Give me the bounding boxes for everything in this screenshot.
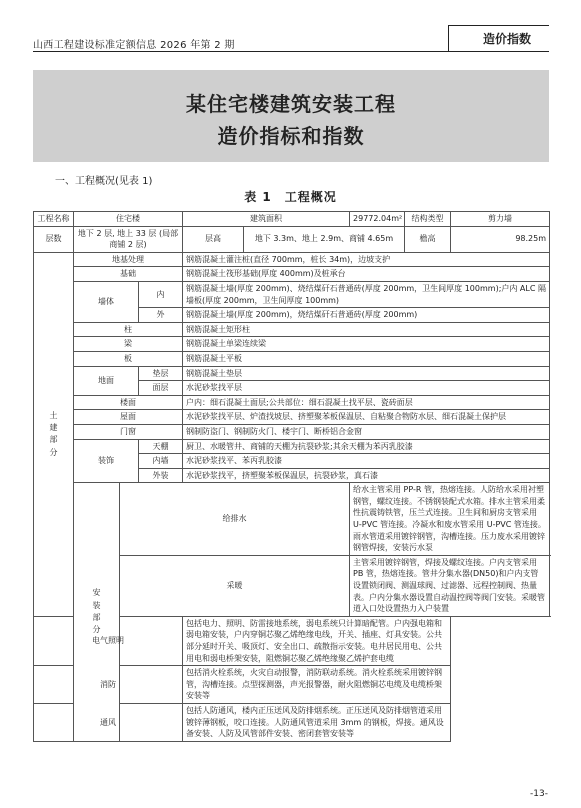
item-desc: 户内：细石混凝土面层;公共部位：细石混凝土找平层、瓷砖面层	[183, 395, 550, 410]
table-row	[34, 366, 550, 381]
project-overview-table	[33, 211, 550, 742]
category-civil: 土建部分	[34, 252, 74, 616]
item-desc: 钢筋混凝土灌注桩(直径 700mm，桩长 34m)，边坡支护	[183, 252, 550, 267]
table-row	[34, 212, 550, 227]
subitem-label: 面层	[139, 381, 183, 396]
publication-title: 山西工程建设标准定额信息 2026 年第 2 期	[33, 40, 235, 51]
item-label: 电气照明	[34, 616, 183, 665]
table-row	[34, 483, 550, 556]
item-label: 柱	[74, 322, 183, 337]
item-desc: 钢筋混凝土垫层	[183, 366, 550, 381]
item-desc: 水泥砂浆找平层	[183, 381, 550, 396]
item-desc: 钢制防盗门、钢制防火门、楼宇门、断桥铝合金窗	[183, 424, 550, 439]
item-label: 基础	[74, 267, 183, 282]
section-tag: 造价指数	[482, 32, 531, 46]
item-label: 板	[74, 351, 183, 366]
item-desc: 给水主管采用 PP-R 管，热熔连接。人防给水采用衬塑钢管，螺纹连接。不锈钢装配式水箱。排水主管采用柔性抗震铸铁管，压兰式连接。卫生间和厨房支管采用 U-PVC 管连接。冷凝水和废水管采用 U-PVC 管连接。雨水管道采用镀锌钢管，沟槽连接。压力废水采用镀锌钢管焊接，安装污水泵	[350, 483, 550, 556]
subitem-label: 天棚	[139, 439, 183, 454]
cell-value: 地下 2 层, 地上 33 层 (局部商铺 2 层)	[74, 226, 183, 252]
running-header	[33, 30, 549, 54]
item-label: 消防	[34, 666, 183, 704]
cell-value: 住宅楼	[74, 212, 183, 227]
item-label: 楼面	[74, 395, 183, 410]
table-row	[34, 252, 550, 267]
item-label: 地基处理	[74, 252, 183, 267]
item-label: 给排水	[120, 483, 350, 556]
cell-label: 工程名称	[34, 212, 74, 227]
cell-label: 檐高	[405, 226, 451, 252]
item-desc: 钢筋混凝土墙(厚度 200mm)、烧结煤矸石普通砖(厚度 200mm，卫生间厚度 100mm);户内 ALC 隔墙板(厚度 200mm，卫生间厚度 100mm)	[183, 281, 550, 307]
page-number: -13-	[530, 789, 548, 799]
subitem-label: 外装	[139, 468, 183, 483]
table-row	[34, 616, 550, 665]
item-label: 门窗	[74, 424, 183, 439]
subitem-label: 内墙	[139, 454, 183, 469]
table-row	[34, 281, 550, 307]
item-label: 通风	[34, 703, 183, 741]
table-row	[34, 267, 550, 282]
subitem-label: 外	[139, 308, 183, 323]
header-rule	[33, 51, 549, 52]
item-desc: 钢筋混凝土墙(厚度 200mm)，烧结煤矸石普通砖(厚度 200mm)	[183, 308, 550, 323]
item-label: 装饰	[74, 439, 139, 483]
table-row	[34, 666, 550, 704]
table-row	[34, 410, 550, 425]
item-desc: 钢筋混凝土筏形基础(厚度 400mm)及桩承台	[183, 267, 550, 282]
table-row	[34, 351, 550, 366]
section-heading: 一、工程概况(见表 1)	[55, 176, 153, 187]
item-label: 地面	[74, 366, 139, 395]
item-desc: 包括消火栓系统，火灾自动报警，消防联动系统。消火栓系统采用镀锌钢管，沟槽连接。点型探测器，声光报警器，耐火阻燃铜芯电缆及电缆桥架安装等	[183, 666, 451, 704]
category-install: 安装部分	[74, 483, 120, 741]
cell-value: 剪力墙	[451, 212, 550, 227]
item-desc: 包括电力、照明、防雷接地系统，弱电系统只计算暗配管。户内强电箱和弱电箱安装，户内穿铜芯聚乙烯绝缘电线，开关、插座、灯具安装。公共部分延时开关、吸顶灯、安全出口、疏散指示安装。电井居民用电、公共用电和弱电桥架安装，阻燃铜芯聚乙烯绝缘聚乙烯护套电缆	[183, 616, 451, 665]
table-row	[34, 424, 550, 439]
item-desc: 水泥砂浆找平，挤塑聚苯板保温层，抗裂砂浆，真石漆	[183, 468, 550, 483]
table-row	[34, 439, 550, 454]
subitem-label: 内	[139, 281, 183, 307]
item-label: 屋面	[74, 410, 183, 425]
cell-value: 地下 3.3m、地上 2.9m、商铺 4.65m	[244, 226, 405, 252]
item-desc: 包括人防通风，楼内正压送风及防排烟系统。正压送风及防排烟管道采用镀锌薄钢板，咬口连接。人防通风管道采用 3mm 的钢板，焊接。通风设备安装、人防及风管部件安装、密闭套管安装等	[183, 703, 451, 741]
table-row	[34, 322, 550, 337]
article-title-line-1: 某住宅楼建筑安装工程	[186, 92, 396, 116]
table-row	[34, 226, 550, 252]
item-label: 采暖	[120, 555, 350, 616]
subitem-label: 垫层	[139, 366, 183, 381]
item-desc: 钢筋混凝土单梁连续梁	[183, 337, 550, 352]
cell-label: 结构类型	[405, 212, 451, 227]
title-banner	[33, 70, 549, 162]
cell-value: 98.25m	[451, 226, 550, 252]
item-desc: 水泥砂浆找平、苯丙乳胶漆	[183, 454, 550, 469]
item-desc: 水泥砂浆找平层、炉渣找坡层、挤塑聚苯板保温层、自粘聚合物防水层、细石混凝土保护层	[183, 410, 550, 425]
item-desc: 钢筋混凝土矩形柱	[183, 322, 550, 337]
item-label: 墙体	[74, 281, 139, 322]
item-label: 梁	[74, 337, 183, 352]
cell-value: 29772.04m²	[350, 212, 405, 227]
table-row	[34, 703, 550, 741]
cell-label: 层高	[183, 226, 244, 252]
article-title-line-2: 造价指标和指数	[217, 124, 365, 148]
item-desc: 厨卫、水暖管井、商铺的天棚为抗裂砂浆;其余天棚为苯丙乳胶漆	[183, 439, 550, 454]
cell-label: 层数	[34, 226, 74, 252]
table-row	[34, 337, 550, 352]
table-row	[34, 395, 550, 410]
table-caption: 表 1 工程概况	[244, 190, 337, 204]
item-desc: 主管采用镀锌钢管，焊接及螺纹连接。户内支管采用 PB 管，热熔连接。管井分集水器(DN50)和户内支管设置锁闭阀、测温球阀、过滤器、远程控制阀、热量表。户内分集水器设置自动温控阀等阀门安装。采暖管道入口处设置热力入户装置	[350, 555, 550, 616]
cell-label: 建筑面积	[183, 212, 350, 227]
item-desc: 钢筋混凝土平板	[183, 351, 550, 366]
